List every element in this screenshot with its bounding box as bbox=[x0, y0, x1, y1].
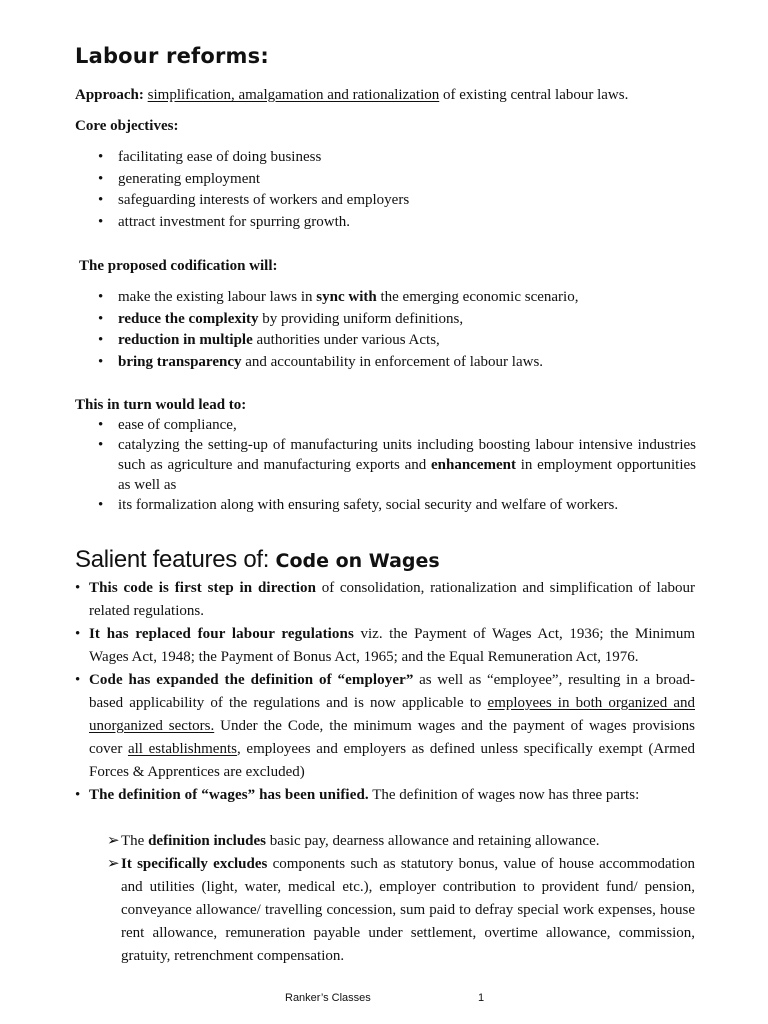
bullet-icon: • bbox=[98, 353, 104, 370]
list-item: • reduction in multiple authorities under various Acts, bbox=[98, 330, 698, 352]
lead-to-heading: This in turn would lead to: bbox=[75, 397, 247, 413]
arrow-bullet-icon: ➢ bbox=[107, 833, 120, 849]
list-item: • its formalization along with ensuring safety, social security and welfare of workers. bbox=[98, 497, 619, 513]
list-item: • catalyzing the setting-up of manufacturing units including boosting labour intensive industries such as agriculture and manufacturing exports and enhancement in employment opportunities as well as bbox=[98, 437, 696, 493]
bullet-icon: • bbox=[98, 213, 104, 230]
sub-item: ➢ The definition includes basic pay, dearness allowance and retaining allowance. bbox=[107, 830, 695, 853]
sub-item: ➢ It specifically excludes components such as statutory bonus, value of house accommodation and utilities (light, water, medical etc.), employer contribution to provident fund/ pension, conveyance allowance/ travelling concession, sum paid to defray special work expenses, house rent allowance, remuneration payable under settlement, overtime allowance, commission, gratuity, retrenchment compensation. bbox=[107, 853, 695, 968]
list-item: • facilitating ease of doing business bbox=[98, 147, 698, 169]
list-item: • attract investment for spurring growth. bbox=[98, 212, 698, 234]
list-item: • generating employment bbox=[98, 169, 698, 191]
section-heading bbox=[75, 546, 440, 574]
features-list bbox=[75, 577, 695, 807]
codification-heading: The proposed codification will: bbox=[79, 258, 278, 274]
feature-item: • Code has expanded the definition of “employer” as well as “employee”, resulting in a broad-based applicability of the regulations and is now applicable to employees in both organized and unorganized sectors. Under the Code, the minimum wages and the payment of wages provisions cover all establishments, employees and employers as defined unless specifically exempt (Armed Forces & Apprentices are excluded) bbox=[75, 669, 695, 784]
list-item: • ease of compliance, bbox=[98, 417, 237, 433]
codification-list bbox=[98, 287, 698, 373]
arrow-bullet-icon: ➢ bbox=[107, 856, 120, 872]
bullet-icon: • bbox=[98, 437, 104, 453]
section-heading-bold: Code on Wages bbox=[275, 550, 440, 572]
bullet-icon: • bbox=[98, 417, 104, 433]
core-objectives-list bbox=[98, 147, 698, 233]
bullet-icon: • bbox=[75, 787, 81, 803]
bullet-icon: • bbox=[98, 332, 104, 348]
feature-item: • The definition of “wages” has been unified. The definition of wages now has three parts: bbox=[75, 784, 695, 807]
wages-sub-list bbox=[107, 830, 695, 968]
approach-line bbox=[75, 85, 628, 105]
approach-rest-text: of existing central labour laws. bbox=[439, 87, 629, 103]
feature-item: • This code is first step in direction of consolidation, rationalization and simplification of labour related regulations. bbox=[75, 577, 695, 623]
list-item: • safeguarding interests of workers and employers bbox=[98, 190, 698, 212]
footer-brand: Ranker’s Classes bbox=[285, 992, 371, 1004]
list-item: • make the existing labour laws in sync with the emerging economic scenario, bbox=[98, 287, 698, 309]
list-item: • reduce the complexity by providing uniform definitions, bbox=[98, 309, 698, 331]
feature-item: • It has replaced four labour regulations viz. the Payment of Wages Act, 1936; the Minimum Wages Act, 1948; the Payment of Bonus Act, 1965; and the Equal Remuneration Act, 1976. bbox=[75, 623, 695, 669]
bullet-icon: • bbox=[98, 149, 104, 165]
bullet-icon: • bbox=[98, 497, 104, 513]
bullet-icon: • bbox=[98, 192, 104, 208]
bullet-icon: • bbox=[75, 580, 81, 596]
bullet-icon: • bbox=[98, 289, 104, 305]
core-objectives-heading: Core objectives: bbox=[75, 118, 179, 134]
bullet-icon: • bbox=[98, 310, 104, 327]
approach-label: Approach: bbox=[75, 87, 144, 103]
footer-page-number: 1 bbox=[478, 992, 485, 1004]
lead-to-list bbox=[98, 415, 696, 515]
section-heading-thin: Salient features of: bbox=[75, 546, 276, 573]
list-item: • bring transparency and accountability in enforcement of labour laws. bbox=[98, 352, 698, 374]
page-title: Labour reforms: bbox=[75, 44, 269, 68]
approach-underlined-text: simplification, amalgamation and rationalization bbox=[147, 87, 440, 103]
bullet-icon: • bbox=[75, 672, 81, 688]
bullet-icon: • bbox=[75, 626, 81, 642]
bullet-icon: • bbox=[98, 170, 104, 187]
